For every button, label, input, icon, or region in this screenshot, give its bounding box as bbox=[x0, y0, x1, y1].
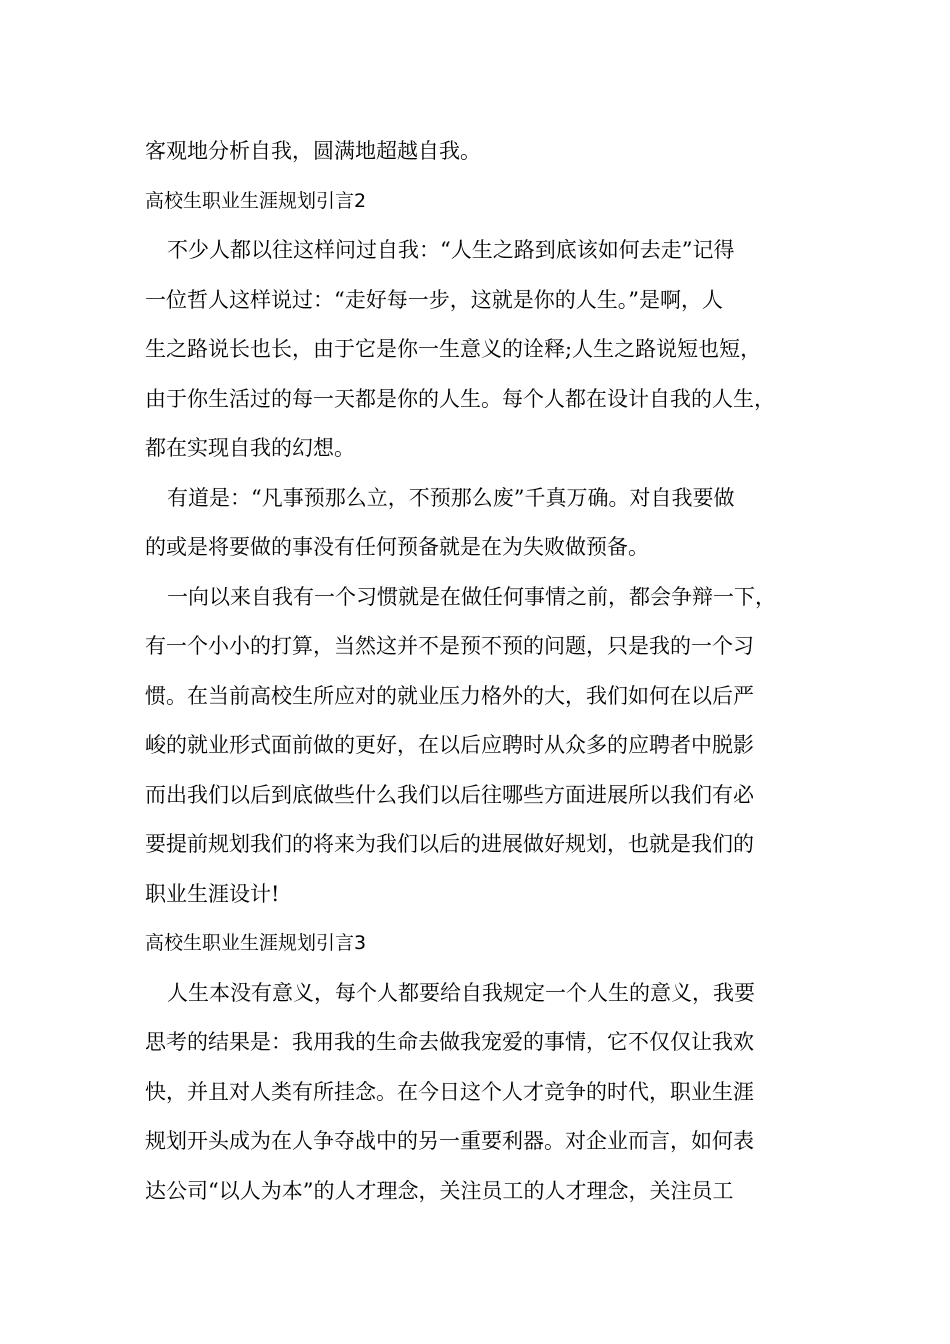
paragraph-line: 都在实现自我的幻想。 bbox=[145, 436, 355, 460]
paragraph-line: 达公司“以人为本”的人才理念，关注员工的人才理念，关注员工 bbox=[145, 1178, 734, 1203]
document-body bbox=[145, 127, 835, 1216]
paragraph-line: 快，并且对人类有所挂念。在今日这个人才竞争的时代，职业生涯 bbox=[145, 1079, 754, 1104]
paragraph-line: 峻的就业形式面前做的更好，在以后应聘时从众多的应聘者中脱影 bbox=[145, 733, 754, 757]
paragraph-line: 有一个小小的打算，当然这并不是预不预的问题，只是我的一个习 bbox=[145, 634, 754, 658]
paragraph-line: 的或是将要做的事没有任何预备就是在为失败做预备。 bbox=[145, 535, 649, 559]
paragraph-line: 一位哲人这样说过：“走好每一步，这就是你的人生。”是啊，人 bbox=[145, 287, 723, 312]
paragraph-line: 职业生涯设计! bbox=[145, 881, 280, 906]
paragraph-line: 惯。在当前高校生所应对的就业压力格外的大，我们如何在以后严 bbox=[145, 683, 754, 708]
paragraph-line: 由于你生活过的每一天都是你的人生。每个人都在设计自我的人生， bbox=[145, 386, 775, 411]
paragraph-line: 不少人都以往这样问过自我：“人生之路到底该如何去走”记得 bbox=[167, 238, 735, 262]
paragraph-line: 而出我们以后到底做些什么我们以后往哪些方面进展所以我们有必 bbox=[145, 782, 754, 807]
paragraph-line: 规划开头成为在人争夺战中的另一重要利器。对企业而言，如何表 bbox=[145, 1129, 754, 1153]
section-heading-3: 高校生职业生涯规划引言3 bbox=[145, 932, 367, 954]
paragraph-line: 生之路说长也长，由于它是你一生意义的诠释;人生之路说短也短， bbox=[145, 337, 762, 361]
paragraph-line: 人生本没有意义，每个人都要给自我规定一个人生的意义，我要 bbox=[167, 980, 755, 1005]
paragraph-line: 一向以来自我有一个习惯就是在做任何事情之前，都会争辩一下， bbox=[167, 584, 776, 609]
paragraph-line: 思考的结果是：我用我的生命去做我宠爱的事情，它不仅仅让我欢 bbox=[145, 1030, 754, 1054]
section-heading-2: 高校生职业生涯规划引言2 bbox=[145, 189, 367, 212]
paragraph-line: 要提前规划我们的将来为我们以后的进展做好规划，也就是我们的 bbox=[145, 832, 754, 856]
paragraph-line: 客观地分析自我，圆满地超越自我。 bbox=[145, 139, 481, 163]
paragraph-line: 有道是：“凡事预那么立，不预那么废”千真万确。对自我要做 bbox=[167, 485, 735, 510]
